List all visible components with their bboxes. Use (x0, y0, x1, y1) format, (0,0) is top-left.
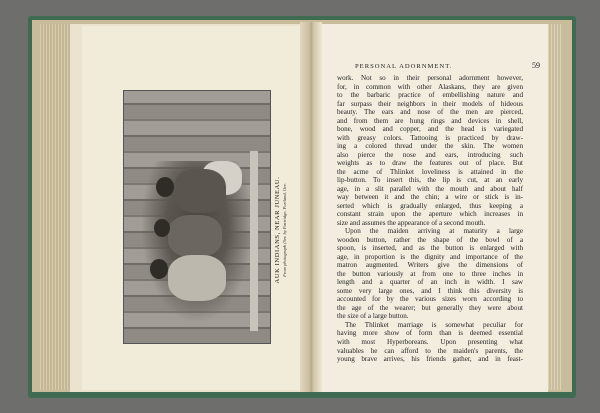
figure-head (156, 177, 174, 197)
figure-head (150, 259, 168, 279)
photograph-plate (123, 90, 271, 344)
text-line: to the barbaric practice of embellishing nature and (337, 91, 523, 100)
text-line: Upon the maiden arriving at maturity a large (345, 227, 523, 236)
text-line: serted which is gradually enlarged, thus keeping a (337, 201, 523, 210)
text-line: for, in common with other Alaskans, they are given (337, 82, 523, 91)
text-line: the acme of Thlinket loveliness is attained in the (337, 167, 523, 176)
text-line: with greasy colors. Tattooing is practiced by draw- (337, 133, 523, 142)
text-line: weights as to draw the features out of place. But (337, 159, 523, 168)
text-line: size and assumes the appearance of a second mouth. (337, 218, 486, 227)
book-gutter (300, 22, 322, 392)
text-line: wooden button, rather the shape of the bowl of a (337, 235, 523, 244)
figure-head (154, 219, 170, 237)
text-line: The Thlinket marriage is somewhat peculiar for (345, 320, 523, 329)
text-line: having more show of form than is deemed essential (337, 329, 523, 338)
running-head: PERSONAL ADORNMENT. (355, 63, 453, 70)
text-line: lip-button. To insert this, the lip is cut, at an early (337, 176, 523, 185)
figure-body (168, 215, 222, 257)
text-line: far surpass their neighbors in their models of hideous (337, 99, 523, 108)
text-line: also pierce the nose and ears, introducing such (337, 150, 523, 159)
right-page-stack (548, 24, 562, 390)
text-line: the button variously at from one to three inches in (337, 269, 523, 278)
wooden-post (250, 151, 258, 331)
text-line: age, in a slit parallel with the mouth and about half (337, 184, 523, 193)
text-line: the size of a large button. (337, 312, 409, 321)
plate-caption (274, 150, 288, 310)
left-page-stack (40, 24, 70, 390)
text-line: accounted for by the various sizes worn according to (337, 295, 523, 304)
text-line: valuables he can afford to the maiden's parents, the (337, 346, 523, 355)
text-line: matron augmented. Writers give the dimensions of (337, 261, 523, 270)
text-line: work. Not so in their personal adornment however, (337, 74, 523, 82)
text-line: young brave arrives, his friends gather, and in feast- (337, 355, 523, 364)
text-line: with most Hyperboreans. Upon presenting what (337, 337, 523, 346)
text-line: constant strain upon the aperture which increases in (337, 210, 523, 219)
figure-body (174, 169, 226, 213)
text-line: bone, wood and copper, and the head is variegated (337, 125, 523, 134)
page-number: 59 (532, 61, 540, 70)
text-line: some very large ones, and I think this diversity is (337, 286, 523, 295)
text-line: beauty. The ears and nose of the men are pierced, (337, 108, 523, 117)
text-line: and from them are hung rings and devices in shell, (337, 116, 523, 125)
figure-body (168, 255, 226, 301)
body-text (337, 74, 523, 364)
text-line: length and a quarter of an inch in width. I saw (337, 278, 523, 287)
text-line: spoon, is inserted, and as the button is enlarged with (337, 244, 523, 253)
caption-credit: From photograph (Ser. by Partridge, Portland, Ore. (282, 183, 287, 277)
text-line: the age of the wearer; but generally they were about (337, 303, 523, 312)
text-line: age, in proportion is the dignity and importance of the (337, 252, 523, 261)
text-line: ing a colored thread under the skin. The women (337, 142, 523, 151)
caption-title: AUK INDIANS, NEAR JUNEAU. (274, 176, 281, 284)
text-line: way between it and the chin; a wire or stick is in- (337, 193, 523, 202)
